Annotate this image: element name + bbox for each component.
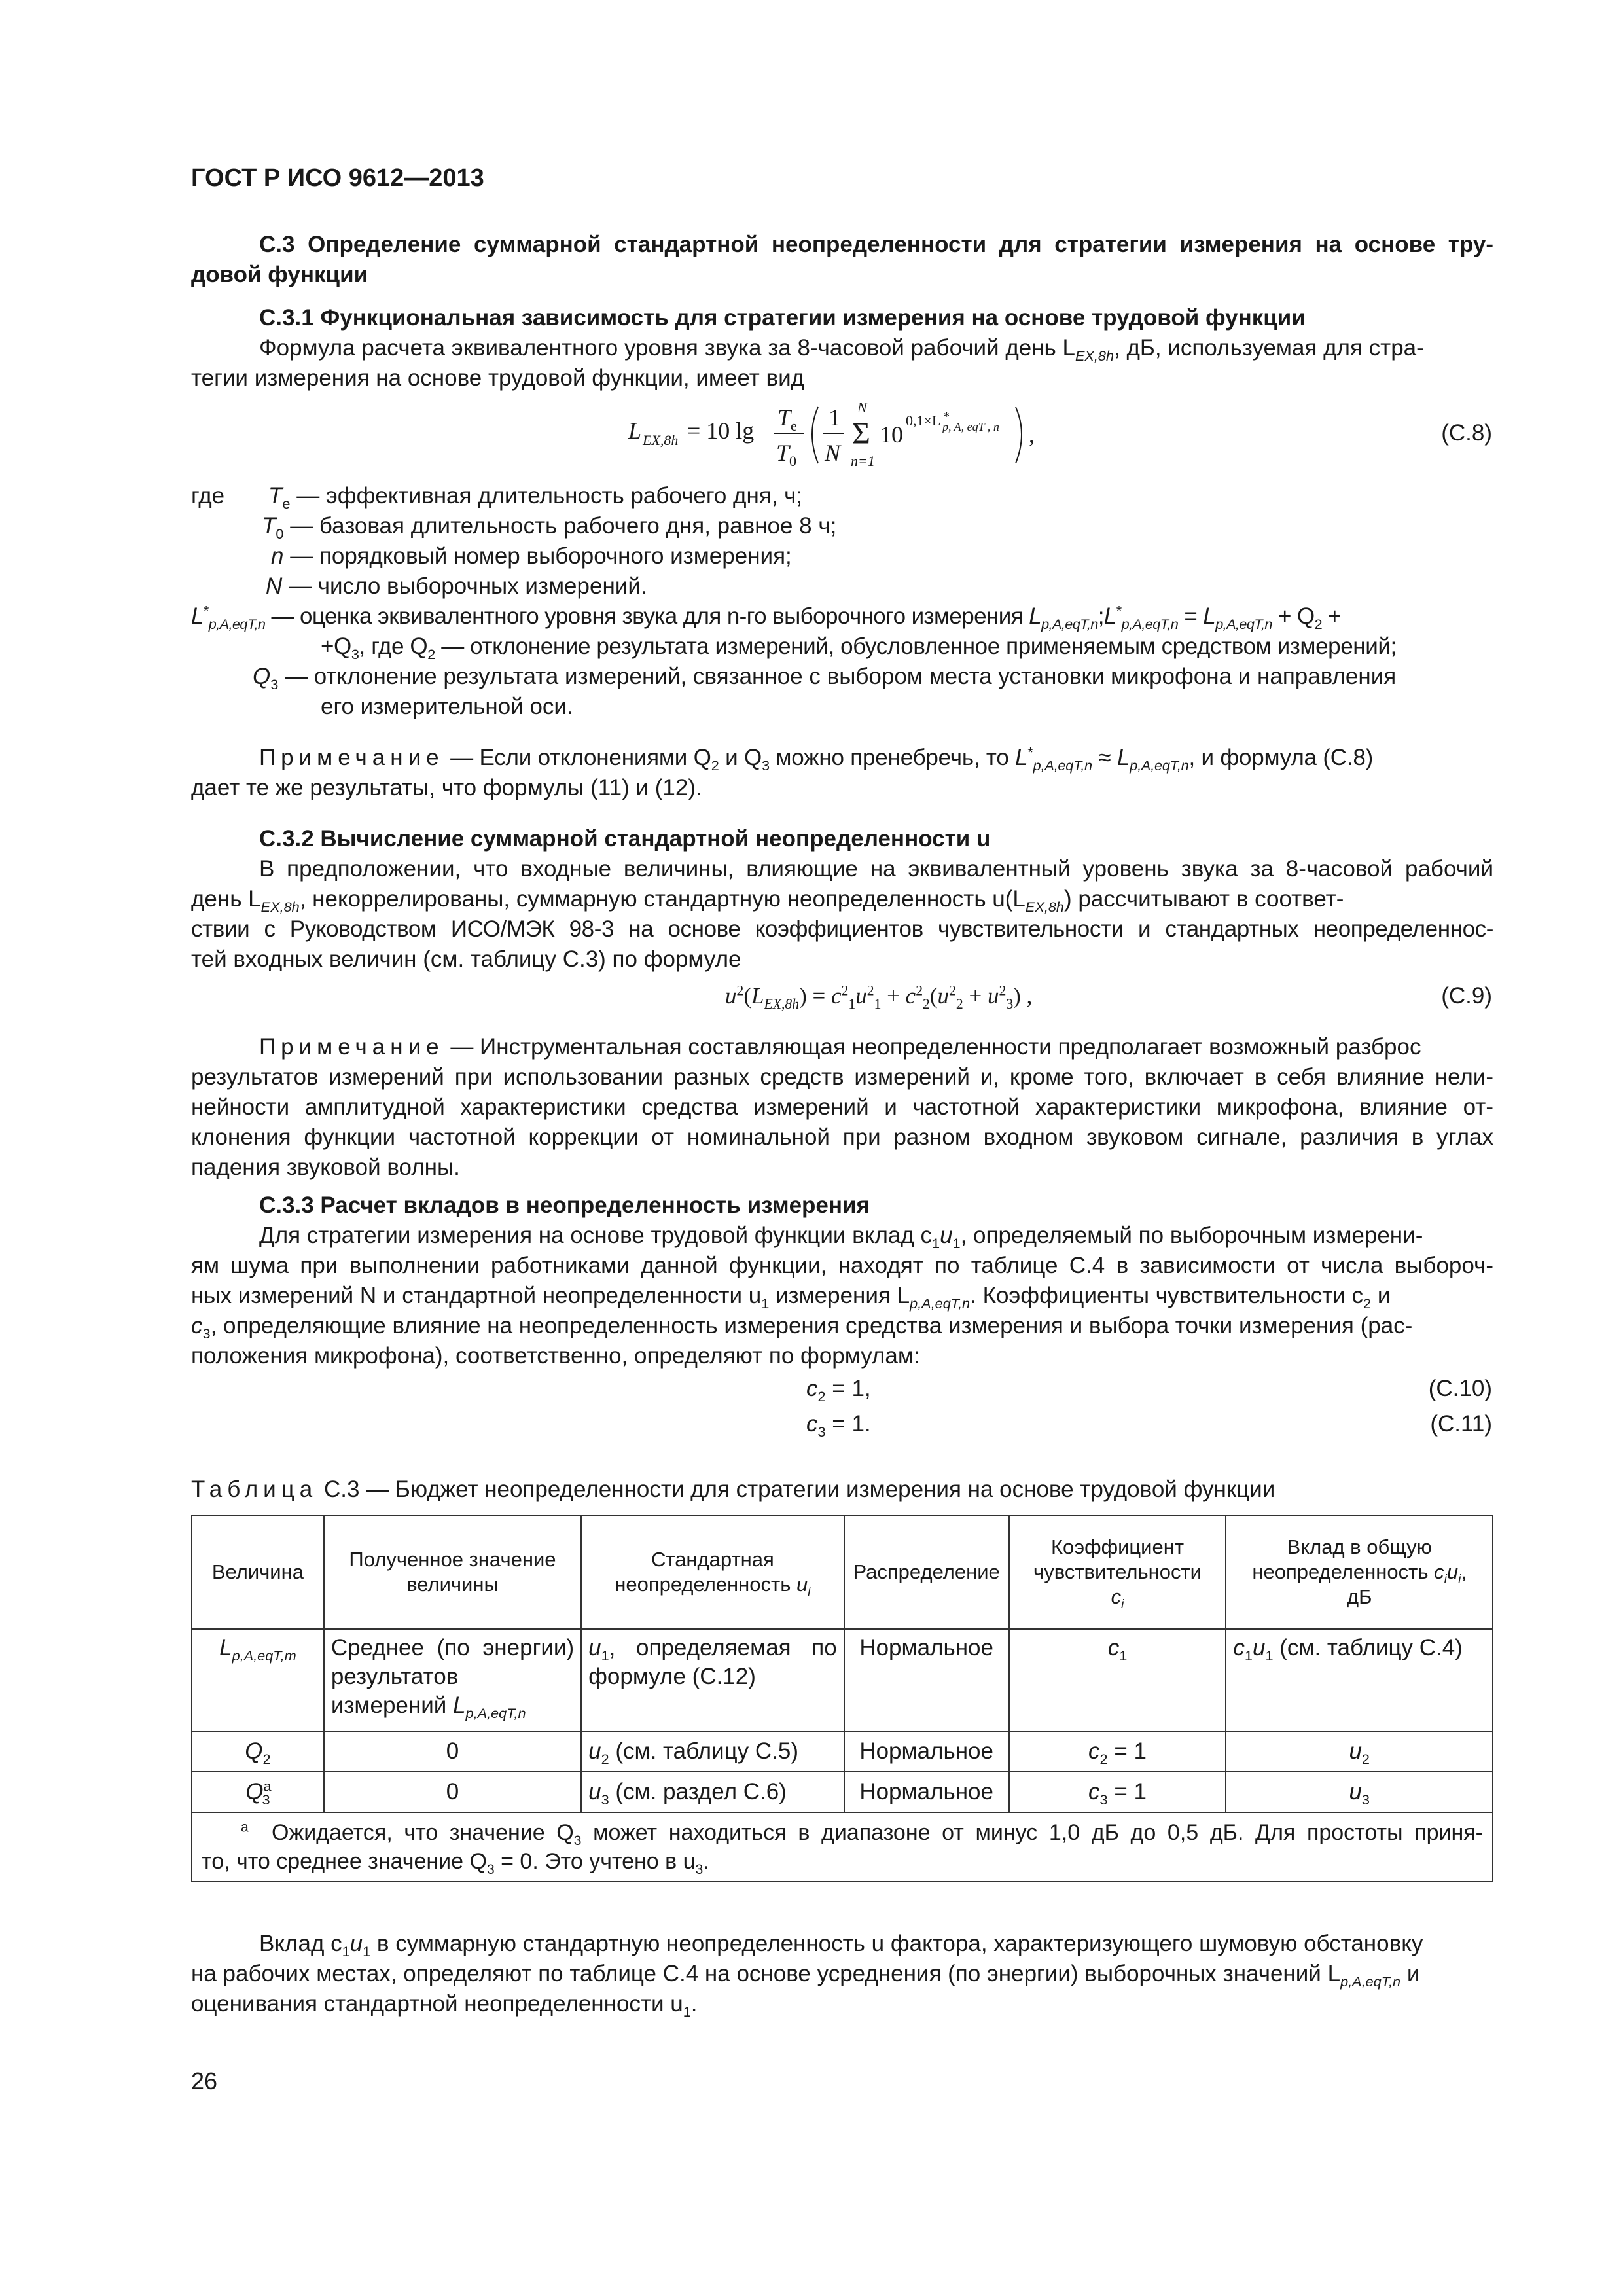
formula-c11: $c_3 = 1$. — [806, 1411, 871, 1440]
c32-paragraph-line4: тей входных величин (см. таблицу С.3) по формуле — [191, 946, 741, 972]
note-c32-line3: нейности амплитудной характеристики средства измерений и частотной характеристики микрофона, влияние от- — [191, 1094, 1493, 1120]
c32-paragraph-line1: В предположении, что входные величины, влияющие на эквивалентный уровень звука за 8-часовой рабочий — [259, 856, 1493, 882]
table-footnote-line1: $^a$ Ожидается, что значение $Q_3$ может находиться в диапазоне от минус 1,0 дБ до 0,5 дБ. Для простоты приня- — [241, 1820, 1483, 1848]
closing-line1: Вклад $c_1u_1$ в суммарную стандартную неопределенность u фактора, характеризующего шумовую обстановку — [259, 1931, 1423, 1960]
uncertainty-budget-table — [191, 1515, 1493, 1882]
table-footnote-line2: то, что среднее значение $Q_3 = 0$. Это учтено в $u_3$. — [202, 1849, 709, 1877]
equation-number-c11: (С.11) — [1430, 1411, 1492, 1437]
header-quantity: Величина — [192, 1515, 324, 1629]
page-number: 26 — [191, 2068, 218, 2094]
table-header-row — [192, 1515, 1493, 1629]
svg-text:EX,8h: EX,8h — [643, 432, 679, 448]
svg-text:p, A, eqT , n: p, A, eqT , n — [942, 420, 999, 433]
svg-text:N: N — [857, 399, 867, 416]
equation-number-c8: (С.8) — [1441, 420, 1492, 446]
table-row: $Q^a_3$ 0 $u_3$ (см. раздел С.6) Нормальное $c_3 = 1$ $u_3$ — [192, 1772, 1493, 1812]
section-c33-title: С.3.3 Расчет вкладов в неопределенность измерения — [259, 1193, 870, 1218]
section-c3-title-line1: С.3 Определение суммарной стандартной неопределенности для стратегии измерения на основе тру- — [259, 232, 1493, 257]
note-c32-line4: клонения функции частотной коррекции от номинальной при разном входном звуковом сигнале, различия в углах — [191, 1124, 1493, 1150]
svg-text:T: T — [776, 440, 790, 466]
c33-paragraph-line5: положения микрофона), соответственно, определяют по формулам: — [191, 1343, 920, 1369]
def-te: $T_e$ — эффективная длительность рабочего дня, ч; — [268, 483, 803, 512]
table-footnote-row — [192, 1812, 1493, 1882]
def-n: n — порядковый номер выборочного измерения; — [271, 543, 792, 569]
svg-text:0: 0 — [789, 453, 796, 469]
formula-c9: $u^2(L_{EX,8h}) = c^2_1u^2_1 + c^2_2(u^2_2 + u^2_3)$ , — [725, 982, 1033, 1012]
c31-paragraph-line2: тегии измерения на основе трудовой функции, имеет вид — [191, 365, 805, 391]
svg-text:N: N — [825, 440, 841, 466]
header-std-uncertainty: Стандартная неопределенность $u_i$ — [581, 1515, 844, 1629]
section-c31-title: С.3.1 Функциональная зависимость для стратегии измерения на основе трудовой функции — [259, 305, 1306, 331]
where-label: где — [191, 483, 225, 509]
svg-text:0,1×L: 0,1×L — [906, 412, 941, 429]
c33-paragraph-line1: Для стратегии измерения на основе трудовой функции вклад $c_1u_1$, определяемый по выборочным измерени- — [259, 1223, 1423, 1251]
closing-line3: оценивания стандартной неопределенности $u_1$. — [191, 1991, 698, 2020]
header-contribution: Вклад в общую неопределенность $c_iu_i$, дБ — [1226, 1515, 1493, 1629]
def-q3-cont: его измерительной оси. — [321, 694, 573, 719]
section-c3-title-line2: довой функции — [191, 262, 368, 287]
c32-paragraph-line3: ствии с Руководством ИСО/МЭК 98-3 на основе коэффициентов чувствительности и стандартных неопределеннос- — [191, 916, 1493, 942]
c32-paragraph-line2: день $L_{EX,8h}$, некоррелированы, суммарную стандартную неопределенность $u(L_{EX,8h})$ рассчитывают в соответ- — [191, 886, 1344, 915]
c33-paragraph-line4: $c_3$, определяющие влияние на неопределенность измерения средства измерения и выбора точки измерения (рас- — [191, 1313, 1413, 1342]
svg-text:L: L — [628, 418, 642, 444]
def-N: N — число выборочных измерений. — [266, 573, 647, 599]
table-row: $Q_2$ 0 $u_2$ (см. таблицу С.5) Нормальное $c_2 = 1$ $u_2$ — [192, 1731, 1493, 1772]
table-row: $L_{p,A,eqT,m}$ Среднее (по энергии) результатов измерений $L_{p,A,eqT,n}$ $u_1$, определяемая по формуле (С.12) Нормальное $c_1$ $c_1u_1$ (см. таблицу С.4) — [192, 1629, 1493, 1731]
header-value: Полученное значение величины — [324, 1515, 581, 1629]
svg-text:T: T — [777, 404, 791, 431]
equation-number-c10: (С.10) — [1428, 1376, 1492, 1401]
equation-number-c9: (С.9) — [1441, 983, 1492, 1009]
note-c31-line1: Примечание — Если отклонениями $Q_2$ и $Q_3$ можно пренебречь, то $L^*_{p,A,eqT,n} \approx L_{p,A,eqT,n}$, и формула (С.8) — [259, 744, 1374, 774]
svg-text:1: 1 — [829, 404, 840, 431]
note-c32-line5: падения звуковой волны. — [191, 1155, 460, 1180]
def-lpaeqtn: $L^*_{p,A,eqT,n}$ — оценка эквивалентного уровня звука для n-го выборочного измерения $L_{p,A,eqT,n};L^*_{p,A,eqT,n} = L_{p,A,eqT,n} + Q_2$ + — [191, 602, 1341, 632]
formula-c10: $c_2 = 1$, — [806, 1376, 871, 1405]
note-c32-line2: результатов измерений при использовании разных средств измерений и, кроме того, включает в себя влияние нели- — [191, 1064, 1493, 1090]
svg-text:Σ: Σ — [852, 416, 870, 451]
svg-text:= 10 lg: = 10 lg — [687, 418, 755, 444]
header-distribution: Распределение — [844, 1515, 1009, 1629]
c33-paragraph-line3: ных измерений N и стандартной неопределенности $u_1$ измерения $L_{p,A,eqT,n}$. Коэффициенты чувствительности $c_2$ и — [191, 1283, 1391, 1312]
table-caption: Таблица С.3 — Бюджет неопределенности для стратегии измерения на основе трудовой функции — [191, 1477, 1275, 1502]
def-q2: $+Q_3$, где $Q_2$ — отклонение результата измерений, обусловленное применяемым средством измерений; — [321, 634, 1397, 662]
header-sensitivity: Коэффициент чувствительности $c_i$ — [1009, 1515, 1226, 1629]
section-c32-title: С.3.2 Вычисление суммарной стандартной неопределенности u — [259, 826, 991, 852]
svg-text:,: , — [1029, 422, 1035, 448]
def-t0: $T_0$ — базовая длительность рабочего дня, равное 8 ч; — [262, 513, 837, 542]
svg-text:n=1: n=1 — [851, 453, 875, 469]
c31-paragraph-line1: Формула расчета эквивалентного уровня звука за 8-часовой рабочий день $L_{EX,8h}$, дБ, используемая для стра- — [259, 335, 1424, 364]
document-id: ГОСТ Р ИСО 9612—2013 — [191, 164, 484, 192]
note-c31-line2: дает те же результаты, что формулы (11) и (12). — [191, 775, 702, 800]
svg-text:10: 10 — [880, 422, 903, 448]
formula-c8 — [628, 393, 1060, 478]
svg-text:*: * — [944, 410, 950, 423]
closing-line2: на рабочих местах, определяют по таблице С.4 на основе усреднения (по энергии) выборочных значений $L_{p,A,eqT,n}$ и — [191, 1961, 1420, 1990]
svg-text:e: e — [791, 418, 797, 434]
c33-paragraph-line2: ям шума при выполнении работниками данной функции, находят по таблице С.4 в зависимости от числа выбороч- — [191, 1253, 1493, 1278]
note-c32-line1: Примечание — Инструментальная составляющая неопределенности предполагает возможный разброс — [259, 1034, 1421, 1060]
def-q3: $Q_3$ — отклонение результата измерений, связанное с выбором места установки микрофона и направления — [253, 664, 1397, 692]
